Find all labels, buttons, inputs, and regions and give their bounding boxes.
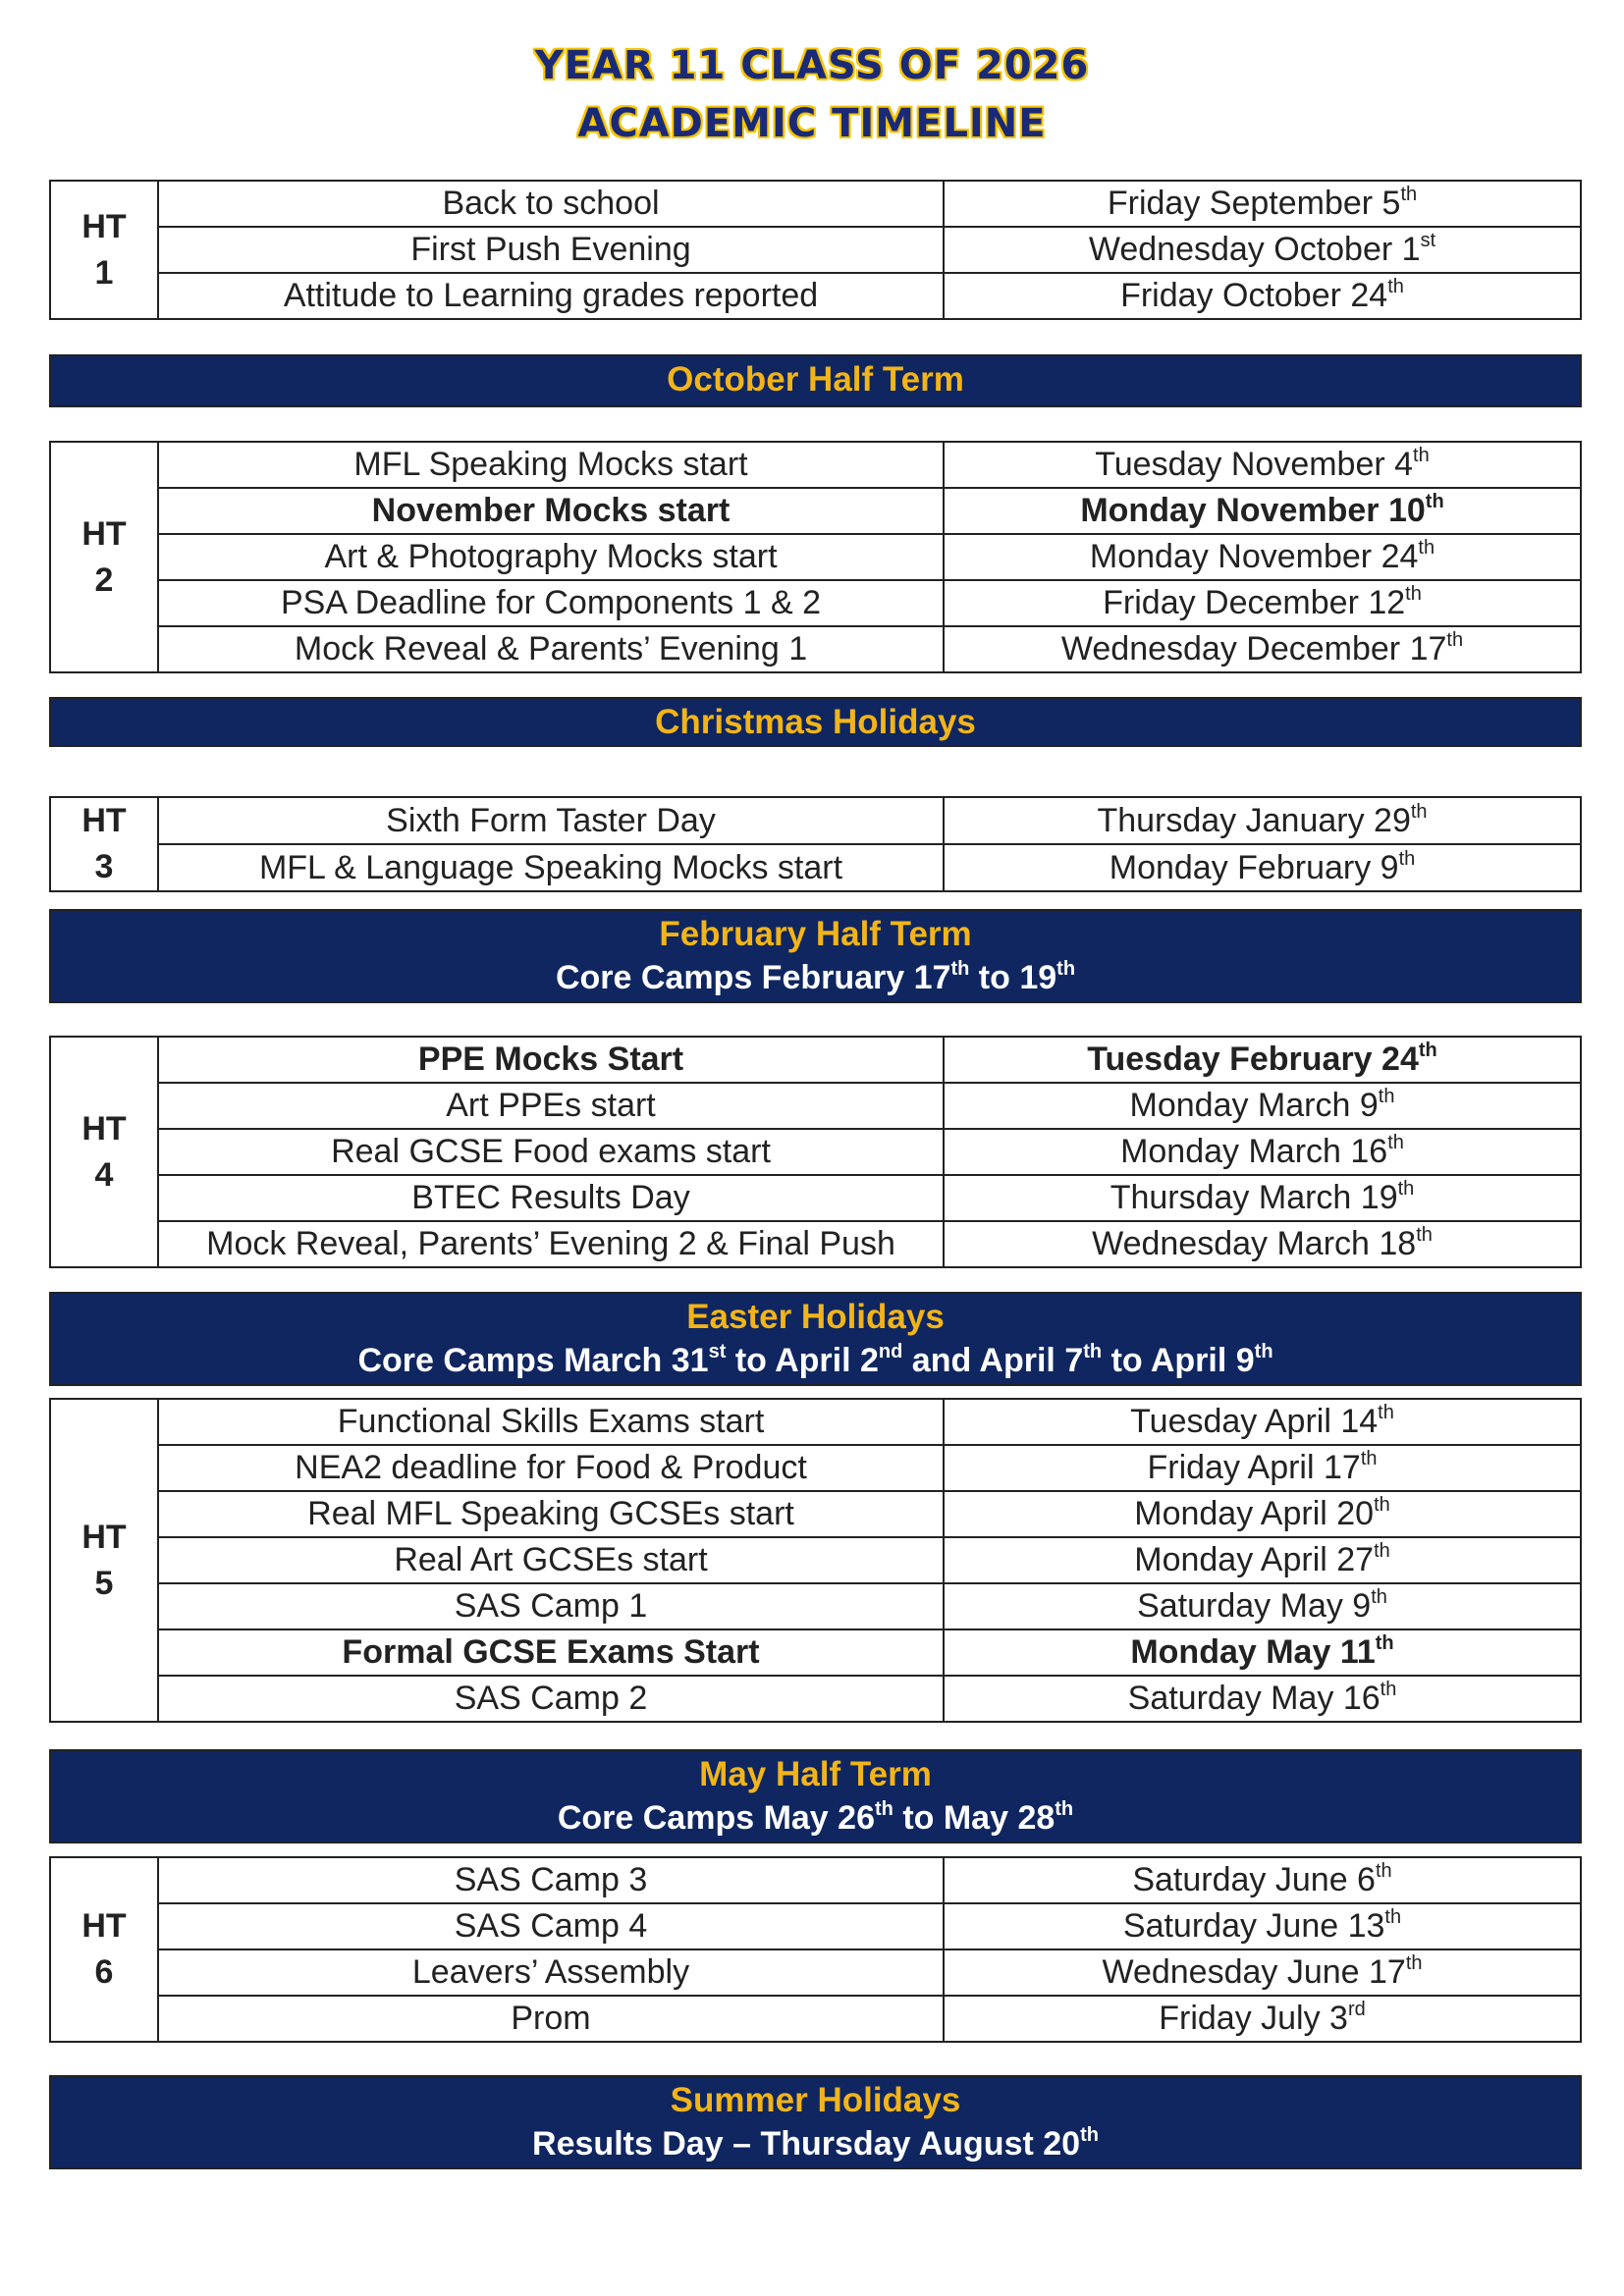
date-text: Friday April 17: [1147, 1449, 1361, 1486]
date-cell: [944, 1857, 1581, 1903]
band-subtitle: [51, 956, 1580, 1003]
date-text: Friday October 24: [1120, 277, 1388, 314]
half-term-label-number: 6: [94, 1953, 114, 1991]
date-cell: [944, 1949, 1581, 1996]
date-text: Friday July 3: [1159, 2000, 1348, 2037]
band-title: October Half Term: [667, 360, 964, 399]
date-ordinal: th: [1413, 445, 1430, 466]
date-cell: [944, 1491, 1581, 1537]
date-cell: [944, 1129, 1581, 1175]
date-ordinal: th: [1418, 1040, 1437, 1061]
half-term-label: [50, 1857, 158, 2042]
event-cell: Leavers’ Assembly: [158, 1949, 944, 1996]
table-row: [50, 488, 1581, 534]
band-summer-holidays: [49, 2075, 1582, 2169]
table-row: [50, 1996, 1581, 2042]
event-cell: Mock Reveal, Parents’ Evening 2 & Final Push: [158, 1221, 944, 1267]
date-ordinal: st: [1420, 230, 1436, 251]
date-text: Monday March 16: [1120, 1133, 1388, 1170]
date-ordinal: th: [1374, 1494, 1390, 1516]
date-text: Monday April 27: [1134, 1541, 1375, 1578]
page-title-line-2: ACADEMIC TIMELINE: [577, 101, 1047, 146]
table-row: [50, 1129, 1581, 1175]
half-term-label-prefix: HT: [81, 207, 127, 245]
date-cell: [944, 1537, 1581, 1583]
date-ordinal: th: [1375, 1860, 1392, 1882]
event-cell: MFL Speaking Mocks start: [158, 442, 944, 488]
date-cell: [944, 1175, 1581, 1221]
half-term-label-number: 5: [94, 1564, 114, 1602]
half-term-label-number: 1: [94, 253, 114, 292]
band-october-half-term: [49, 354, 1582, 407]
date-ordinal: th: [1398, 847, 1416, 870]
date-text: Monday November 10: [1080, 492, 1426, 529]
event-cell: Attitude to Learning grades reported: [158, 273, 944, 319]
event-cell: Formal GCSE Exams Start: [158, 1629, 944, 1676]
term-table-ht4: [49, 1036, 1582, 1268]
band-subtitle-ordinal: th: [1083, 1341, 1103, 1362]
date-ordinal: rd: [1347, 1999, 1366, 2020]
half-term-label-number: 3: [94, 848, 114, 885]
date-cell: [944, 534, 1581, 580]
table-row: [50, 797, 1581, 844]
event-cell: PSA Deadline for Components 1 & 2: [158, 580, 944, 626]
band-title: Christmas Holidays: [655, 703, 976, 741]
half-term-label: [50, 442, 158, 672]
band-title: February Half Term: [659, 915, 972, 953]
date-cell: [944, 580, 1581, 626]
date-ordinal: th: [1410, 800, 1428, 823]
table-row: [50, 1037, 1581, 1083]
band-christmas-holidays: [49, 697, 1582, 747]
band-subtitle-ordinal: th: [1056, 958, 1076, 980]
date-ordinal: th: [1387, 276, 1404, 297]
event-cell: Real GCSE Food exams start: [158, 1129, 944, 1175]
band-easter-holidays: [49, 1292, 1582, 1386]
date-cell: [944, 1996, 1581, 2042]
date-text: Wednesday March 18: [1092, 1225, 1417, 1262]
term-table-ht6: [49, 1856, 1582, 2043]
date-cell: [944, 273, 1581, 319]
event-cell: Art & Photography Mocks start: [158, 534, 944, 580]
half-term-label-prefix: HT: [81, 802, 127, 839]
date-cell: [944, 181, 1581, 227]
date-ordinal: th: [1360, 1448, 1378, 1469]
band-subtitle-ordinal: th: [1055, 1798, 1074, 1820]
page-title-line-1: YEAR 11 CLASS OF 2026: [534, 43, 1090, 88]
date-text: Wednesday October 1: [1088, 231, 1421, 268]
event-cell: Art PPEs start: [158, 1083, 944, 1129]
term-table-ht1: [49, 180, 1582, 320]
band-subtitle-text: Core Camps May 26: [557, 1799, 875, 1837]
date-cell: [944, 1037, 1581, 1083]
half-term-label: [50, 1399, 158, 1722]
date-cell: [944, 442, 1581, 488]
band-subtitle: [51, 1796, 1580, 1843]
table-row: [50, 844, 1581, 891]
band-subtitle-ordinal: th: [1254, 1341, 1273, 1362]
band-subtitle-ordinal: th: [1080, 2124, 1099, 2146]
half-term-label: [50, 1037, 158, 1267]
date-cell: [944, 844, 1581, 891]
date-ordinal: th: [1418, 537, 1435, 559]
date-ordinal: th: [1416, 1224, 1433, 1246]
date-ordinal: th: [1400, 184, 1418, 205]
event-cell: First Push Evening: [158, 227, 944, 273]
term-table-ht5: [49, 1398, 1582, 1723]
date-text: Saturday June 6: [1132, 1861, 1376, 1898]
date-ordinal: th: [1380, 1679, 1397, 1700]
date-ordinal: th: [1446, 629, 1464, 651]
date-ordinal: th: [1405, 1952, 1423, 1974]
date-ordinal: th: [1397, 1178, 1415, 1200]
event-cell: Real Art GCSEs start: [158, 1537, 944, 1583]
date-text: Tuesday November 4: [1095, 446, 1414, 483]
table-row: [50, 227, 1581, 273]
date-cell: [944, 488, 1581, 534]
half-term-label: [50, 181, 158, 319]
band-subtitle-text: to 19: [969, 959, 1057, 996]
table-row: [50, 1445, 1581, 1491]
date-cell: [944, 797, 1581, 844]
date-ordinal: th: [1387, 1132, 1404, 1153]
band-subtitle-text: to May 28: [893, 1799, 1056, 1837]
event-cell: Sixth Form Taster Day: [158, 797, 944, 844]
date-text: Saturday June 13: [1122, 1907, 1385, 1945]
band-february-half-term: [49, 909, 1582, 1003]
date-cell: [944, 1399, 1581, 1445]
band-subtitle: [51, 2122, 1580, 2169]
half-term-label-prefix: HT: [81, 1907, 127, 1945]
date-ordinal: th: [1378, 1402, 1394, 1423]
table-row: [50, 534, 1581, 580]
table-row: [50, 1676, 1581, 1722]
event-cell: Real MFL Speaking GCSEs start: [158, 1491, 944, 1537]
date-text: Monday November 24: [1089, 538, 1419, 575]
band-subtitle-ordinal: th: [950, 958, 970, 980]
band-subtitle-text: and April 7: [902, 1342, 1084, 1379]
table-row: [50, 273, 1581, 319]
event-cell: PPE Mocks Start: [158, 1037, 944, 1083]
date-cell: [944, 1903, 1581, 1949]
date-ordinal: th: [1378, 1086, 1395, 1107]
band-title: Summer Holidays: [670, 2081, 961, 2119]
band-subtitle-text: Core Camps February 17: [555, 959, 951, 996]
event-cell: Back to school: [158, 181, 944, 227]
table-row: [50, 1903, 1581, 1949]
table-row: [50, 580, 1581, 626]
date-text: Saturday May 16: [1127, 1680, 1380, 1717]
event-cell: November Mocks start: [158, 488, 944, 534]
date-text: Thursday January 29: [1097, 801, 1411, 839]
date-text: Thursday March 19: [1110, 1179, 1398, 1216]
event-cell: BTEC Results Day: [158, 1175, 944, 1221]
band-subtitle-ordinal: st: [708, 1341, 727, 1362]
event-cell: SAS Camp 2: [158, 1676, 944, 1722]
band-may-half-term: [49, 1749, 1582, 1843]
band-subtitle: [51, 1339, 1580, 1386]
half-term-label-prefix: HT: [81, 1518, 127, 1556]
band-subtitle-text: Results Day – Thursday August 20: [532, 2125, 1081, 2163]
half-term-label: [50, 797, 158, 891]
half-term-label-prefix: HT: [81, 514, 127, 553]
event-cell: NEA2 deadline for Food & Product: [158, 1445, 944, 1491]
event-cell: MFL & Language Speaking Mocks start: [158, 844, 944, 891]
date-text: Friday December 12: [1103, 584, 1406, 621]
date-text: Monday March 9: [1129, 1087, 1379, 1124]
date-text: Friday September 5: [1107, 185, 1401, 222]
table-row: [50, 1491, 1581, 1537]
date-ordinal: th: [1405, 583, 1422, 605]
date-text: Wednesday December 17: [1060, 630, 1447, 667]
term-table-ht2: [49, 441, 1582, 673]
date-ordinal: th: [1375, 1632, 1394, 1654]
band-title: Easter Holidays: [686, 1298, 945, 1336]
date-text: Tuesday February 24: [1087, 1041, 1419, 1078]
date-text: Monday February 9: [1109, 848, 1399, 886]
band-subtitle-ordinal: nd: [878, 1341, 903, 1362]
date-ordinal: th: [1374, 1540, 1390, 1562]
band-subtitle-ordinal: th: [874, 1798, 893, 1820]
table-row: [50, 1175, 1581, 1221]
date-cell: [944, 1445, 1581, 1491]
table-row: [50, 181, 1581, 227]
event-cell: SAS Camp 3: [158, 1857, 944, 1903]
date-text: Monday May 11: [1130, 1633, 1376, 1671]
date-text: Tuesday April 14: [1130, 1403, 1379, 1440]
table-row: [50, 1083, 1581, 1129]
table-row: [50, 1537, 1581, 1583]
event-cell: SAS Camp 1: [158, 1583, 944, 1629]
table-row: [50, 1399, 1581, 1445]
event-cell: Functional Skills Exams start: [158, 1399, 944, 1445]
date-cell: [944, 227, 1581, 273]
date-text: Saturday May 9: [1137, 1587, 1372, 1625]
half-term-label-prefix: HT: [81, 1109, 127, 1148]
event-cell: Prom: [158, 1996, 944, 2042]
table-row: [50, 1857, 1581, 1903]
date-ordinal: th: [1371, 1586, 1387, 1608]
date-cell: [944, 1221, 1581, 1267]
band-title: May Half Term: [699, 1755, 932, 1793]
table-row: [50, 1221, 1581, 1267]
band-subtitle-text: to April 9: [1102, 1342, 1255, 1379]
table-row: [50, 626, 1581, 672]
date-cell: [944, 1583, 1581, 1629]
half-term-label-number: 2: [94, 561, 114, 599]
date-text: Wednesday June 17: [1102, 1953, 1406, 1991]
table-row: [50, 1949, 1581, 1996]
date-text: Monday April 20: [1134, 1495, 1375, 1532]
band-subtitle-text: Core Camps March 31: [357, 1342, 709, 1379]
event-cell: SAS Camp 4: [158, 1903, 944, 1949]
date-cell: [944, 626, 1581, 672]
date-ordinal: th: [1425, 491, 1444, 512]
term-table-ht3: [49, 796, 1582, 892]
table-row: [50, 1583, 1581, 1629]
date-cell: [944, 1676, 1581, 1722]
date-cell: [944, 1629, 1581, 1676]
date-ordinal: th: [1384, 1906, 1402, 1928]
table-row: [50, 442, 1581, 488]
band-subtitle-text: to April 2: [726, 1342, 879, 1379]
half-term-label-number: 4: [94, 1155, 114, 1194]
date-cell: [944, 1083, 1581, 1129]
table-row: [50, 1629, 1581, 1676]
event-cell: Mock Reveal & Parents’ Evening 1: [158, 626, 944, 672]
